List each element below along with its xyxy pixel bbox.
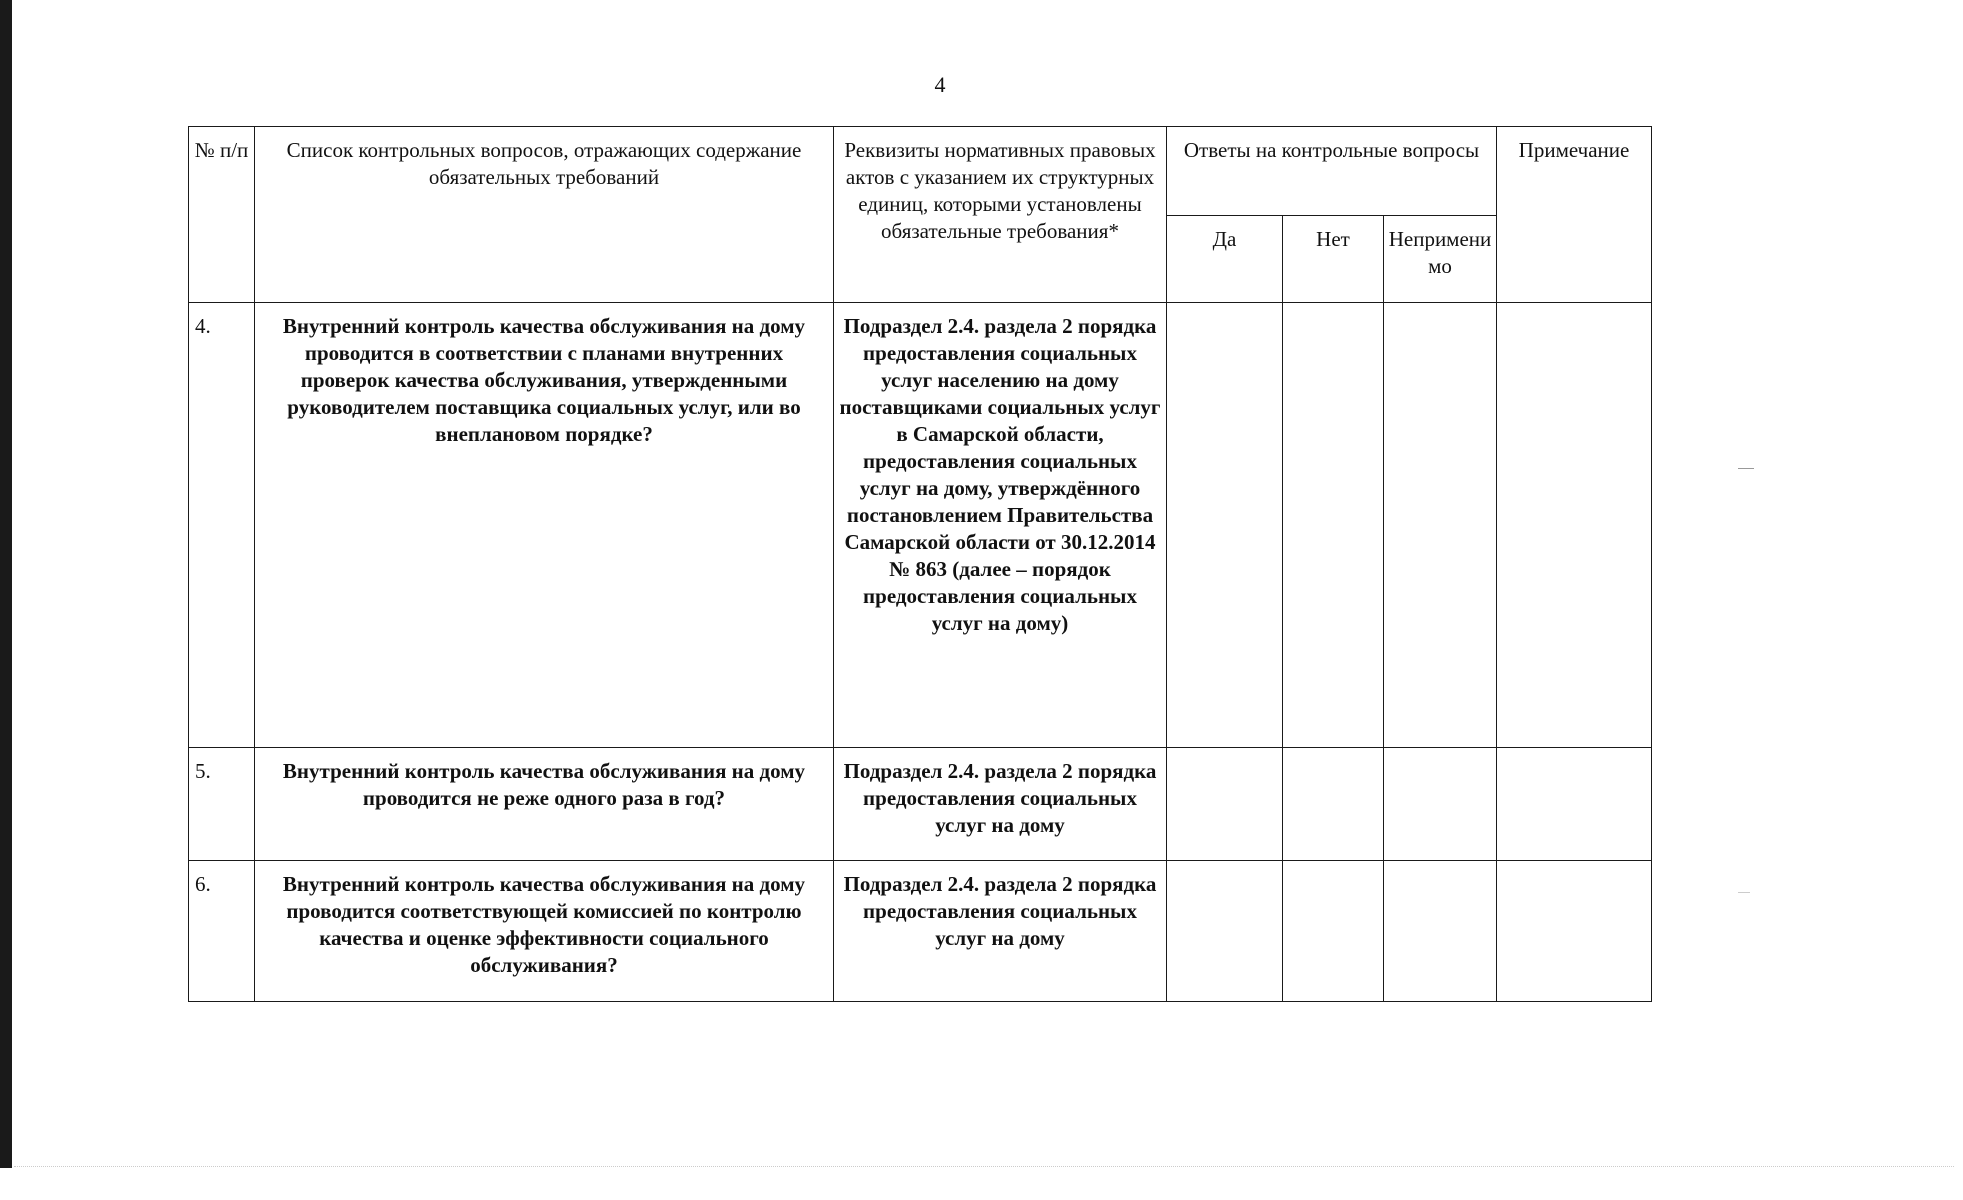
answer-no-cell[interactable]	[1283, 748, 1384, 861]
note-cell[interactable]	[1497, 748, 1652, 861]
answer-yes-cell[interactable]	[1167, 748, 1283, 861]
header-note: Примечание	[1497, 127, 1652, 303]
row-requisites: Подраздел 2.4. раздела 2 порядка предоставления социальных услуг населению на дому поставщиками социальных услуг в Самарской области, предоставления социальных услуг на дому, утверждённого постановлением Правительства Самарской области от 30.12.2014 № 863 (далее – порядок предоставления социальных услуг на дому)	[834, 303, 1167, 748]
table-row	[189, 303, 1652, 748]
scan-bottom-noise	[14, 1166, 1954, 1168]
note-cell[interactable]	[1497, 861, 1652, 1002]
scan-left-edge	[0, 0, 12, 1168]
scan-mark	[1738, 468, 1754, 469]
row-question: Внутренний контроль качества обслуживания на дому проводится в соответствии с планами внутренних проверок качества обслуживания, утвержденными руководителем поставщика социальных услуг, или во внеплановом порядке?	[255, 303, 834, 748]
row-question: Внутренний контроль качества обслуживания на дому проводится соответствующей комиссией по контролю качества и оценке эффективности социального обслуживания?	[255, 861, 834, 1002]
checklist-table	[188, 126, 1652, 1002]
answer-not-applicable-cell[interactable]	[1384, 748, 1497, 861]
row-number: 4.	[189, 303, 255, 748]
table-row	[189, 748, 1652, 861]
answer-yes-cell[interactable]	[1167, 303, 1283, 748]
table-header-row	[189, 127, 1652, 216]
table-row	[189, 861, 1652, 1002]
note-cell[interactable]	[1497, 303, 1652, 748]
answer-yes-cell[interactable]	[1167, 861, 1283, 1002]
header-questions: Список контрольных вопросов, отражающих содержание обязательных требований	[255, 127, 834, 303]
answer-no-cell[interactable]	[1283, 861, 1384, 1002]
row-number: 6.	[189, 861, 255, 1002]
scan-mark	[1738, 892, 1750, 893]
answer-not-applicable-cell[interactable]	[1384, 303, 1497, 748]
row-question: Внутренний контроль качества обслуживания на дому проводится не реже одного раза в год?	[255, 748, 834, 861]
header-requisites: Реквизиты нормативных правовых актов с указанием их структурных единиц, которыми установлены обязательные требования*	[834, 127, 1167, 303]
answer-no-cell[interactable]	[1283, 303, 1384, 748]
header-not-applicable: Неприменимо	[1384, 216, 1497, 303]
header-answers: Ответы на контрольные вопросы	[1167, 127, 1497, 216]
row-requisites: Подраздел 2.4. раздела 2 порядка предоставления социальных услуг на дому	[834, 861, 1167, 1002]
row-number: 5.	[189, 748, 255, 861]
header-no: Нет	[1283, 216, 1384, 303]
answer-not-applicable-cell[interactable]	[1384, 861, 1497, 1002]
row-requisites: Подраздел 2.4. раздела 2 порядка предоставления социальных услуг на дому	[834, 748, 1167, 861]
page-number: 4	[934, 72, 946, 97]
header-yes: Да	[1167, 216, 1283, 303]
header-number: № п/п	[189, 127, 255, 303]
